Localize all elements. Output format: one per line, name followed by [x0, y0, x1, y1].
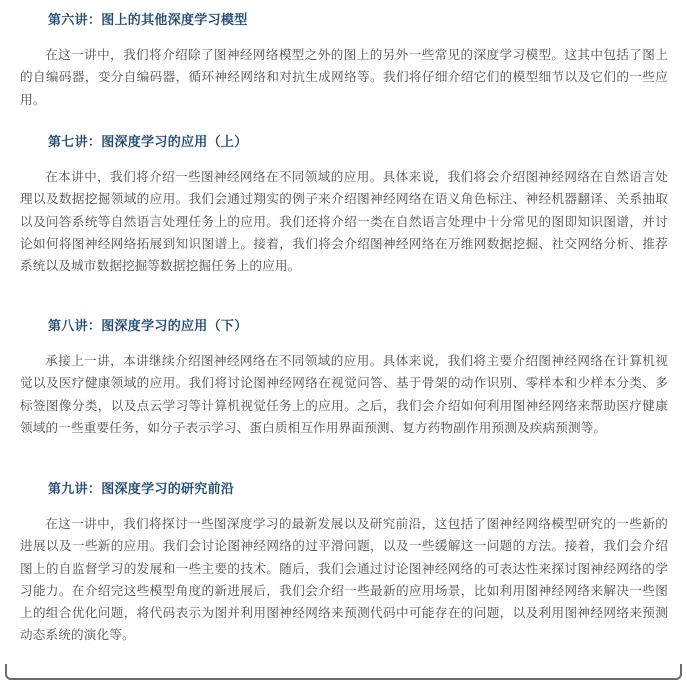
section-title: 第六讲：图上的其他深度学习模型: [48, 13, 248, 28]
section-body: 在这一讲中，我们将介绍除了图神经网络模型之外的图上的另外一些常见的深度学习模型。这其中包括了图上的自编码器，变分自编码器，循环神经网络和对抗生成网络等。我们将仔细介绍它们的模型细节以及它们的一些应用。: [20, 47, 668, 107]
section-body: 在这一讲中，我们将探讨一些图深度学习的最新发展以及研究前沿，这包括了图神经网络模型研究的一些新的进展以及一些新的应用。我们会讨论图神经网络的过平滑问题，以及一些缓解这一问题的方法。接着，我们会介绍图上的自监督学习的发展和一些主要的技术。随后，我们会通过讨论图神经网络的可表达性来探讨图神经网络的学习能力。在介绍完这些模型角度的新进展后，我们会介绍一些最新的应用场景，比如利用图神经网络来解决一些图上的组合优化问题，将代码表示为图并利用图神经网络来预测代码中可能存在的问题，以及利用图神经网络来预测动态系统的演化等。: [20, 516, 668, 643]
section-title: 第九讲：图深度学习的研究前沿: [48, 482, 235, 497]
frame-bottom-border: [5, 664, 682, 680]
section-lecture-9: [20, 481, 668, 647]
section-lecture-7: [20, 134, 668, 277]
section-body: 在本讲中，我们将介绍一些图神经网络在不同领域的应用。具体来说，我们将会介绍图神经网络在自然语言处理以及数据挖掘领域的应用。我们会通过翔实的例子来介绍图神经网络在语义角色标注、神经机器翻译、关系抽取以及问答系统等自然语言处理任务上的应用。我们还将介绍一类在自然语言处理中十分常见的图即知识图谱，并讨论如何将图神经网络拓展到知识图谱上。接着，我们将会介绍图神经网络在万维网数据挖掘、社交网络分析、推荐系统以及城市数据挖掘等数据挖掘任务上的应用。: [20, 169, 668, 274]
section-lecture-6: [20, 12, 668, 111]
section-title: 第七讲：图深度学习的应用（上）: [48, 135, 248, 150]
section-title: 第八讲：图深度学习的应用（下）: [48, 319, 248, 334]
section-body: 承接上一讲，本讲继续介绍图神经网络在不同领域的应用。具体来说，我们将主要介绍图神经网络在计算机视觉以及医疗健康领域的应用。我们将讨论图神经网络在视觉问答、基于骨架的动作识别、零样本和少样本分类、多标签图像分类，以及点云学习等计算机视觉任务上的应用。之后，我们会介绍如何利用图神经网络来帮助医疗健康领域的一些重要任务，如分子表示学习、蛋白质相互作用界面预测、复方药物副作用预测及疾病预测等。: [20, 353, 668, 435]
section-lecture-8: [20, 318, 668, 439]
